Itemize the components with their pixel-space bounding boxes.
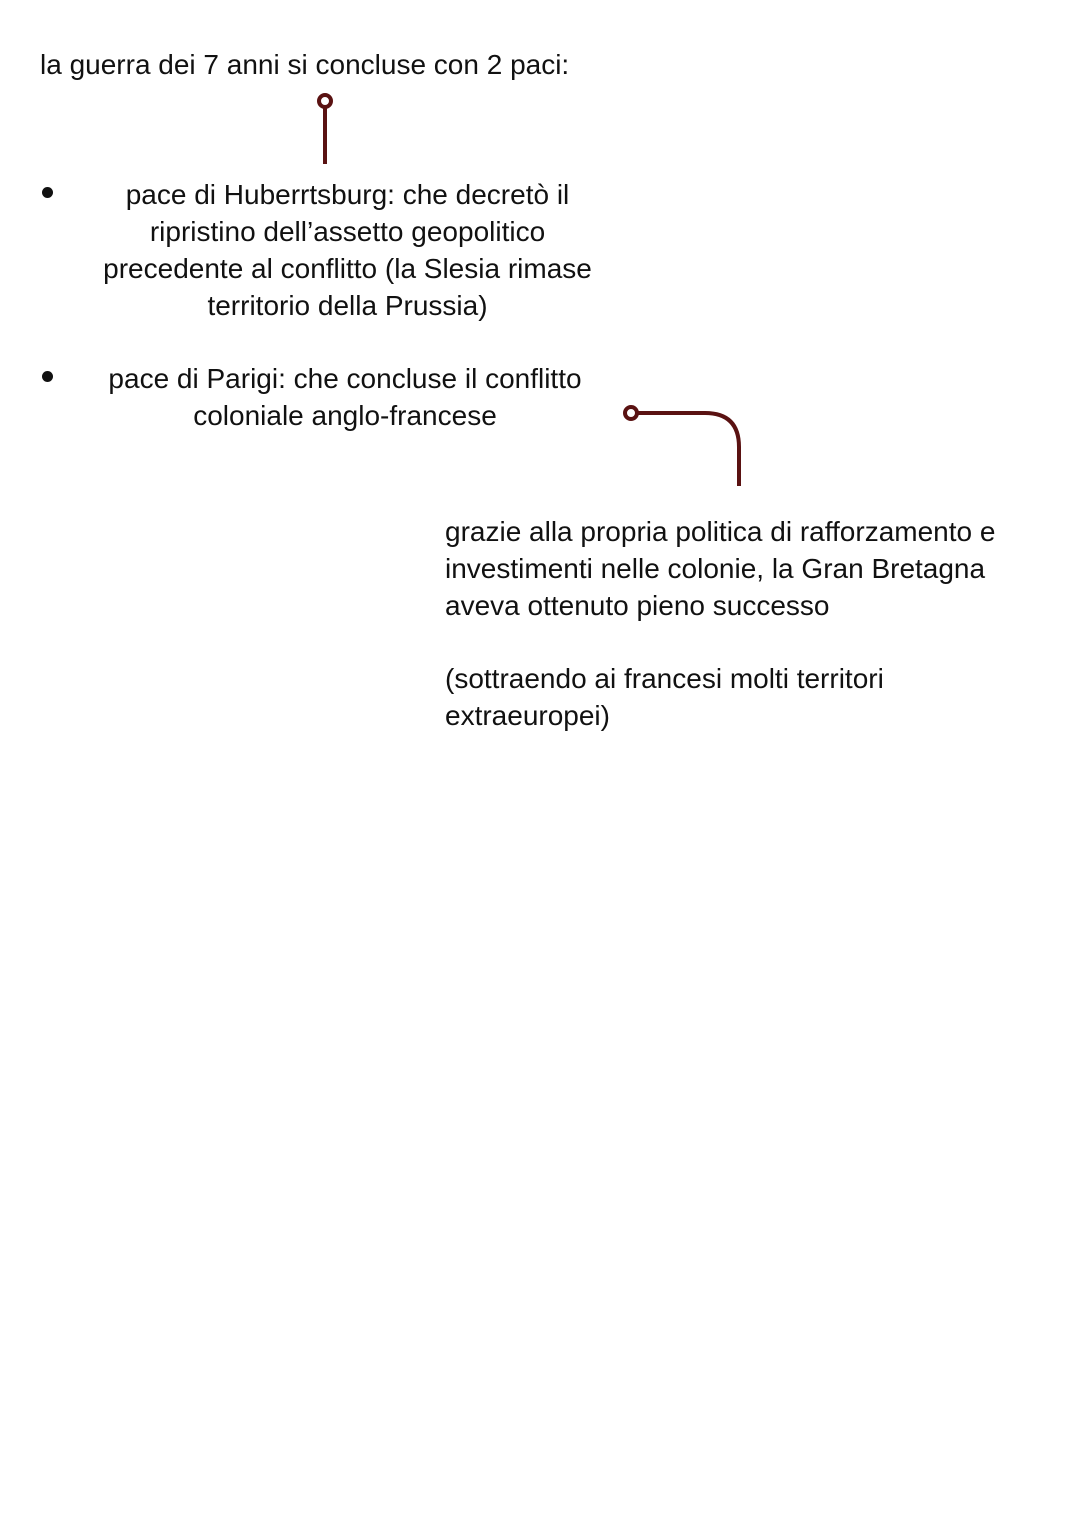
bullet-icon	[40, 187, 56, 203]
connector-title-to-list	[319, 95, 331, 164]
note-territories: (sottraendo ai francesi molti territori extraeuropei)	[445, 663, 884, 731]
bullet-icon	[40, 371, 56, 387]
note-britain: grazie alla propria politica di rafforzamento e investimenti nelle colonie, la Gran Bretagna aveva ottenuto pieno successo	[445, 516, 996, 621]
page-title: la guerra dei 7 anni si concluse con 2 paci:	[40, 49, 570, 80]
list-item-hubertusburg: pace di Huberrtsburg: che decretò il ripristino dell’assetto geopolitico precedente al conflitto (la Slesia rimase territorio della Prussia)	[103, 179, 592, 321]
list-item-paris: pace di Parigi: che concluse il conflitto coloniale anglo-francese	[108, 363, 582, 431]
connector-paris-to-note	[625, 407, 739, 486]
